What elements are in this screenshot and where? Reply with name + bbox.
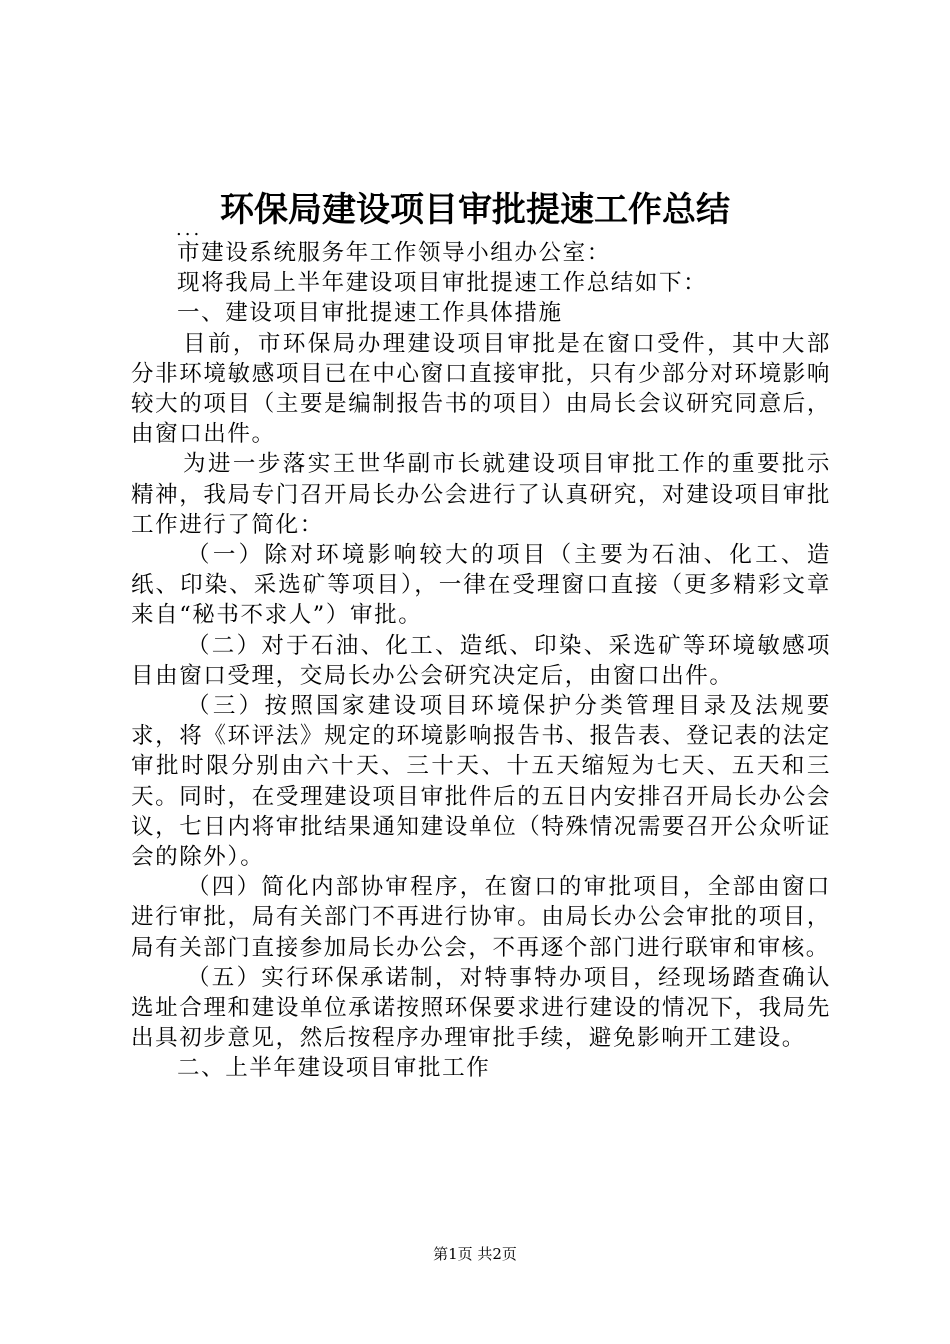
list-item: （三）按照国家建设项目环境保护分类管理目录及法规要求，将《环评法》规定的环境影响报告书、报告表、登记表的法定审批时限分别由六十天、三十天、十五天缩短为七天、五天和三天。同时，在受理建设项目审批件后的五日内安排召开局长办公会议，七日内将审批结果通知建设单位（特殊情况需要召开公众听证会的除外）。 — [131, 693, 831, 871]
page-footer: 第1页 共2页 — [433, 1245, 517, 1263]
ellipsis-marker: ... — [176, 219, 203, 240]
list-item: （四）简化内部协审程序，在窗口的审批项目，全部由窗口进行审批，局有关部门不再进行协审。由局长办公会审批的项目，局有关部门直接参加局长办公会，不再逐个部门进行联审和审核。 — [131, 874, 831, 961]
list-item: （一）除对环境影响较大的项目（主要为石油、化工、造纸、印染、采选矿等项目），一律在受理窗口直接（更多精彩文章来自“秘书不求人”）审批。 — [131, 542, 831, 629]
section-heading-1: 一、建设项目审批提速工作具体措施 — [177, 300, 563, 327]
list-item: （二）对于石油、化工、造纸、印染、采选矿等环境敏感项目由窗口受理，交局长办公会研究决定后，由窗口出件。 — [131, 632, 831, 689]
document-body — [131, 238, 831, 1084]
section-heading-2: 二、上半年建设项目审批工作 — [177, 1055, 491, 1082]
list-item: （五）实行环保承诺制，对特事特办项目，经现场踏查确认选址合理和建设单位承诺按照环保要求进行建设的情况下，我局先出具初步意见，然后按程序办理审批手续，避免影响开工建设。 — [131, 964, 831, 1052]
page-title: 环保局建设项目审批提速工作总结 — [220, 190, 730, 230]
salutation: 市建设系统服务年工作领导小组办公室： — [177, 240, 611, 266]
body-paragraph: 目前，市环保局办理建设项目审批是在窗口受件，其中大部分非环境敏感项目已在中心窗口直接审批，只有少部分对环境影响较大的项目（主要是编制报告书的项目）由局长会议研究同意后，由窗口出件。 — [131, 330, 831, 448]
intro-paragraph: 现将我局上半年建设项目审批提速工作总结如下： — [177, 270, 708, 297]
body-paragraph: 为进一步落实王世华副市长就建设项目审批工作的重要批示精神，我局专门召开局长办公会进行了认真研究，对建设项目审批工作进行了简化： — [131, 451, 831, 538]
